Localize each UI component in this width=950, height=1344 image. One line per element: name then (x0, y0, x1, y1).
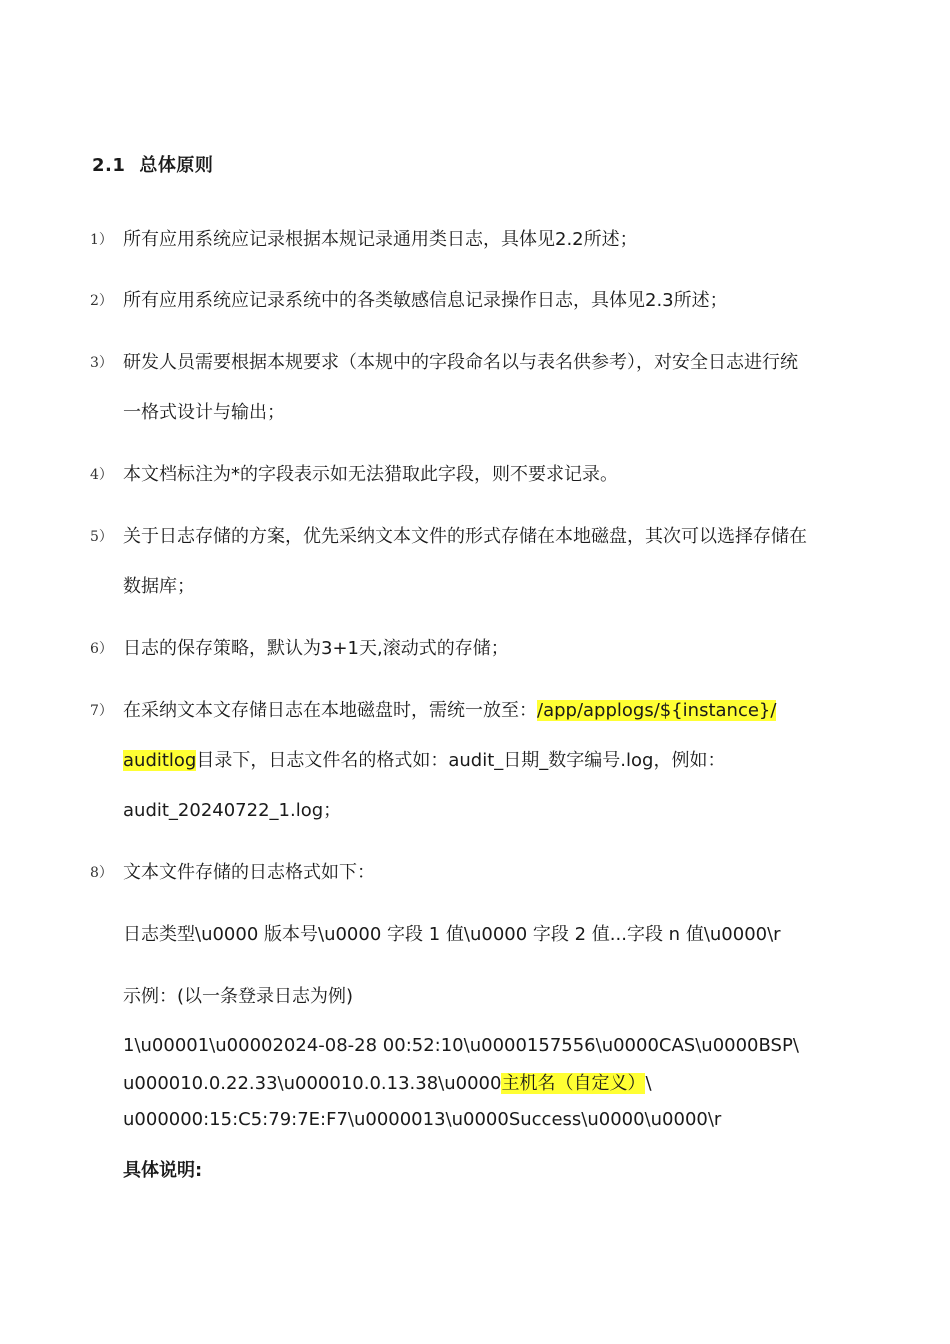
list-marker: 8） (90, 865, 113, 881)
list-item-text: 关于日志存储的方案，优先采纳文本文件的形式存储在本地磁盘，其次可以选择存储在 (123, 526, 807, 547)
list-marker: 6） (90, 641, 113, 657)
list-marker: 3） (90, 355, 113, 371)
example-line: 1\u00001\u00002024-08-28 00:52:10\u0000157556\u0000CAS\u0000BSP\ (123, 1035, 799, 1056)
highlighted-path: /app/applogs/${instance}/ (537, 700, 777, 721)
list-marker: 7） (90, 703, 113, 719)
example-label: 示例：(以一条登录日志为例) (123, 986, 354, 1007)
list-item-text: 日志的保存策略，默认为3+1天,滚动式的存储； (123, 638, 509, 659)
list-item-text: audit_20240722_1.log； (123, 800, 342, 821)
list-marker: 1） (90, 232, 113, 248)
section-heading (92, 151, 213, 177)
example-line: u000000:15:C5:79:7E:F7\u0000013\u0000Success\u0000\u0000\r (123, 1109, 722, 1130)
example-text-part: u000010.0.22.33\u000010.0.13.38\u0000 (123, 1073, 502, 1094)
list-item-text: 一格式设计与输出； (123, 402, 285, 423)
list-item-text: 文本文件存储的日志格式如下： (123, 862, 375, 883)
highlighted-path: auditlog (123, 750, 197, 771)
list-item-text: 所有应用系统应记录根据本规记录通用类日志，具体见2.2所述； (123, 229, 638, 250)
highlighted-hostname: 主机名（自定义） (501, 1073, 646, 1094)
log-format-line: 日志类型\u0000 版本号\u0000 字段 1 值\u0000 字段 2 值...字段 n 值\u0000\r (123, 924, 781, 945)
section-title: 总体原则 (139, 155, 214, 176)
example-line (123, 1071, 652, 1097)
detail-label: 具体说明: (123, 1160, 203, 1181)
list-item-text: 研发人员需要根据本规要求（本规中的字段命名以与表名供参考），对安全日志进行统 (123, 352, 798, 373)
section-number: 2.1 (92, 155, 126, 176)
list-item-text-part: 在采纳文本文存储日志在本地磁盘时，需统一放至： (123, 700, 537, 721)
list-item-text: 本文档标注为*的字段表示如无法猎取此字段，则不要求记录。 (123, 464, 618, 485)
example-text-part: \ (645, 1073, 652, 1094)
list-marker: 2） (90, 293, 113, 309)
list-item-text (123, 748, 725, 774)
list-item-text-part: 目录下，日志文件名的格式如：audit_日期_数字编号.log，例如： (196, 750, 726, 771)
list-item-text (123, 698, 776, 724)
list-item-text: 数据库； (123, 576, 195, 597)
list-marker: 4） (90, 467, 113, 483)
list-item-text: 所有应用系统应记录系统中的各类敏感信息记录操作日志，具体见2.3所述； (123, 290, 728, 311)
list-marker: 5） (90, 529, 113, 545)
